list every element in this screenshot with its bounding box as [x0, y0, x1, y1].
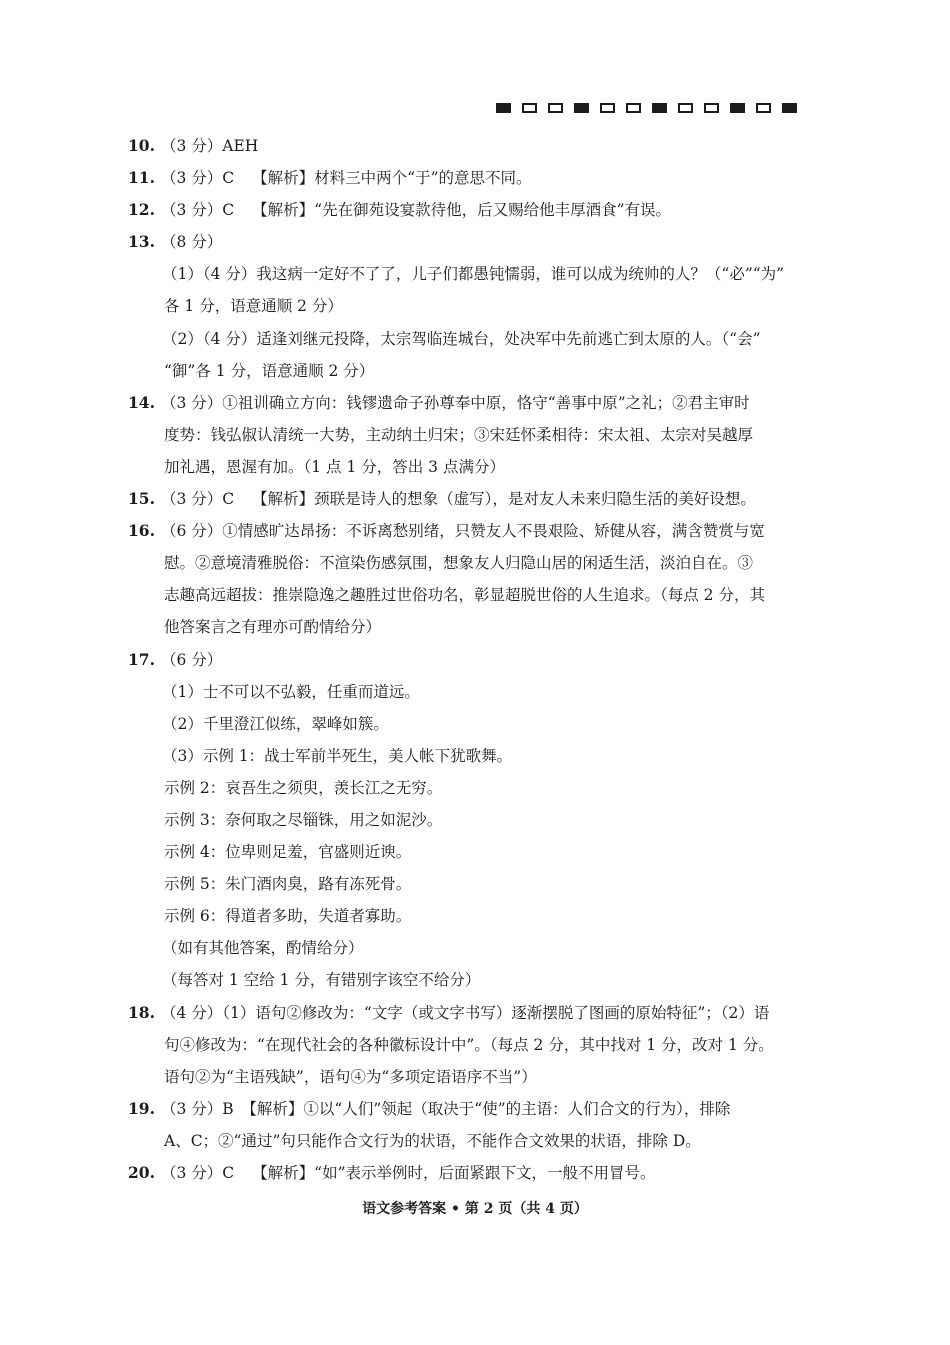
answer-line: （6 分）①情感旷达昂扬：不诉离愁别绪，只赞友人不畏艰险、矫健从容，满含赞赏与宽 [161, 522, 765, 541]
answer-line: 句④修改为：“在现代社会的各种徽标设计中”。（每点 2 分，其中找对 1 分，改对 1 分。 [164, 1035, 774, 1054]
answer-line: 语句②为“主语残缺”，语句④为“多项定语语序不当”） [164, 1067, 537, 1086]
header-mark [704, 103, 719, 113]
question-20 [128, 1157, 828, 1189]
question-number: 19. [128, 1098, 155, 1118]
answer-line: （2）（4 分）适逢刘继元投降，太宗驾临连城台，处决军中先前逃亡到太原的人。（“会” [162, 329, 761, 348]
answer-line: 示例 6：得道者多助，失道者寡助。 [164, 907, 412, 926]
header-mark [678, 103, 693, 113]
question-number: 18. [128, 1002, 155, 1022]
question-number: 15. [128, 489, 155, 509]
answer-line: （3 分）①祖训确立方向：钱镠遗命子孙尊奉中原，恪守“善事中原”之礼；②君主审时 [161, 393, 750, 412]
answer-key-body [128, 130, 828, 1189]
question-11 [128, 162, 828, 194]
answer-line: 示例 3：奈何取之尽锱铢，用之如泥沙。 [164, 810, 443, 829]
answer-line: （2）千里澄江似练，翠峰如簇。 [162, 714, 389, 733]
answer-line: A、C；②“通过”句只能作合文行为的状语，不能作合文效果的状语，排除 D。 [164, 1131, 701, 1150]
header-mark [522, 103, 537, 113]
analysis-text: 【解析】颈联是诗人的想象（虚写），是对友人未来归隐生活的美好设想。 [252, 490, 756, 509]
answer-text: （3 分）C [161, 169, 235, 188]
header-mark [626, 103, 641, 113]
answer-line: （1）士不可以不弘毅，任重而道远。 [162, 682, 420, 701]
question-14 [128, 387, 828, 419]
header-mark [756, 103, 771, 113]
question-16 [128, 515, 828, 547]
answer-line: （3 分）B 【解析】①以“人们”领起（取决于“使”的主语：人们合文的行为），排除 [161, 1099, 731, 1118]
answer-line: “御”各 1 分，语意通顺 2 分） [164, 361, 375, 380]
answer-line: 志趣高远超拔：推崇隐逸之趣胜过世俗功名，彰显超脱世俗的人生追求。（每点 2 分，其 [164, 586, 765, 605]
question-10 [128, 130, 828, 162]
analysis-text: 【解析】材料三中两个“于”的意思不同。 [252, 169, 532, 188]
answer-line: （每答对 1 空给 1 分，有错别字该空不给分） [162, 971, 481, 990]
question-12 [128, 194, 828, 226]
answer-line: 示例 5：朱门酒肉臭，路有冻死骨。 [164, 875, 412, 894]
question-number: 17. [128, 649, 155, 669]
answer-line: （3）示例 1：战士军前半死生，美人帐下犹歌舞。 [162, 746, 513, 765]
answer-text: （3 分）C [161, 1164, 235, 1182]
header-mark [730, 103, 745, 113]
analysis-text: 【解析】“先在御苑设宴款待他，后又赐给他丰厚酒食”有误。 [252, 201, 672, 220]
header-mark-strip [496, 103, 797, 113]
answer-line: 度势：钱弘俶认清统一大势，主动纳土归宋；③宋廷怀柔相待：宋太祖、太宗对吴越厚 [164, 425, 754, 444]
analysis-text: 【解析】“如”表示举例时，后面紧跟下文，一般不用冒号。 [252, 1164, 656, 1182]
question-number: 10. [128, 136, 155, 155]
question-18 [128, 997, 828, 1029]
question-number: 13. [128, 232, 155, 252]
answer-text: （3 分）C [161, 201, 235, 220]
answer-line: （1）（4 分）我这病一定好不了了，儿子们都愚钝懦弱，谁可以成为统帅的人？（“必”“为” [162, 265, 785, 284]
question-number: 20. [128, 1163, 155, 1182]
page-footer: 语文参考答案 • 第 2 页（共 4 页） [362, 1201, 588, 1217]
header-mark [600, 103, 615, 113]
question-number: 16. [128, 521, 155, 541]
question-17 [128, 644, 828, 676]
header-mark [574, 103, 589, 113]
header-mark [652, 103, 667, 113]
answer-line: 示例 2：哀吾生之须臾，羡长江之无穷。 [164, 778, 443, 797]
score-text: （6 分） [161, 650, 223, 669]
question-15 [128, 483, 828, 515]
score-text: （8 分） [161, 233, 223, 252]
answer-text: （3 分）AEH [161, 137, 259, 155]
answer-line: 示例 4：位卑则足羞，官盛则近谀。 [164, 843, 412, 862]
header-mark [496, 103, 511, 113]
answer-text: （3 分）C [161, 490, 235, 509]
answer-line: 各 1 分，语意通顺 2 分） [164, 297, 343, 316]
header-mark [782, 103, 797, 113]
answer-line: 加礼遇，恩渥有加。（1 点 1 分，答出 3 点满分） [164, 457, 505, 476]
answer-line: 慰。②意境清雅脱俗：不渲染伤感氛围，想象友人归隐山居的闲适生活，淡泊自在。③ [164, 554, 754, 573]
answer-line: （4 分）（1）语句②修改为：“文字（或文字书写）逐渐摆脱了图画的原始特征”；（2）语 [161, 1003, 770, 1022]
question-number: 11. [128, 168, 155, 188]
question-number: 12. [128, 200, 155, 220]
question-19 [128, 1093, 828, 1125]
question-13 [128, 226, 828, 258]
header-mark [548, 103, 563, 113]
question-number: 14. [128, 392, 155, 412]
answer-line: （如有其他答案，酌情给分） [162, 939, 364, 958]
answer-line: 他答案言之有理亦可酌情给分） [164, 618, 382, 637]
